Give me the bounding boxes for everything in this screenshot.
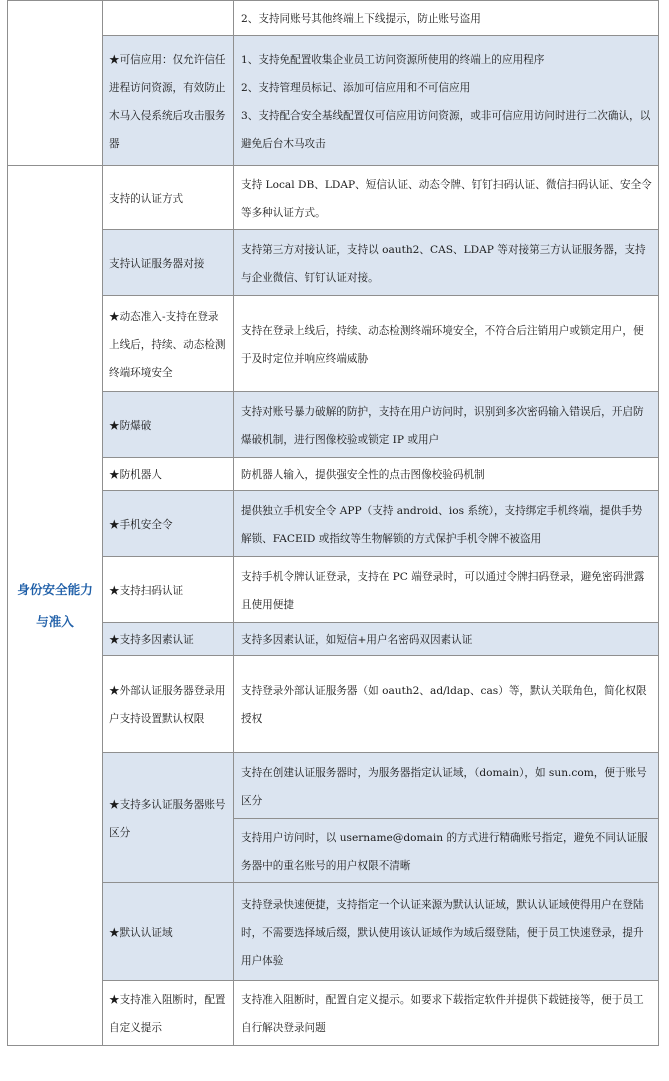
feature-cell: ★手机安全令 <box>103 491 234 557</box>
table-row <box>8 458 659 491</box>
description-cell: 2、支持同账号其他终端上下线提示，防止账号盗用 <box>234 1 659 36</box>
description-cell: 支持第三方对接认证，支持以 oauth2、CAS、LDAP 等对接第三方认证服务器，支持与企业微信、钉钉认证对接。 <box>234 230 659 296</box>
description-cell: 支持在创建认证服务器时，为服务器指定认证域，（domain），如 sun.com，便于账号区分 <box>234 753 659 819</box>
feature-cell: 支持认证服务器对接 <box>103 230 234 296</box>
description-line: 1、支持免配置收集企业员工访问资源所使用的终端上的应用程序 <box>241 53 545 66</box>
description-cell: 提供独立手机安全令 APP（支持 android、ios 系统），支持绑定手机终端，提供手势解锁、FACEID 或指纹等生物解锁的方式保护手机令牌不被盗用 <box>234 491 659 557</box>
table-row <box>8 296 659 392</box>
table-row-trusted-apps <box>8 36 659 166</box>
table-row-prev-1 <box>8 1 659 36</box>
feature-cell: ★可信应用：仅允许信任进程访问资源，有效防止木马入侵系统后攻击服务器 <box>103 36 234 166</box>
description-cell: 防机器人输入，提供强安全性的点击图像校验码机制 <box>234 458 659 491</box>
category-label: 身份安全能力与准入 <box>17 581 93 629</box>
feature-cell: ★外部认证服务器登录用户支持设置默认权限 <box>103 656 234 753</box>
description-cell: 支持对账号暴力破解的防护，支持在用户访问时，识别到多次密码输入错误后，开启防爆破机制，进行图像校验或锁定 IP 或用户 <box>234 392 659 458</box>
feature-cell: 支持的认证方式 <box>103 166 234 230</box>
category-cell-previous <box>8 1 103 166</box>
description-line: 2、支持管理员标记、添加可信应用和不可信应用 <box>241 81 471 94</box>
description-cell: 支持多因素认证，如短信+用户名密码双因素认证 <box>234 623 659 656</box>
table-row <box>8 491 659 557</box>
spec-table <box>7 0 659 1046</box>
feature-cell: ★支持多因素认证 <box>103 623 234 656</box>
table-row <box>8 557 659 623</box>
description-line: 3、支持配合安全基线配置仅可信应用访问资源，或非可信应用访问时进行二次确认，以避免后台木马攻击 <box>241 109 651 150</box>
feature-cell: ★支持多认证服务器账号区分 <box>103 753 234 883</box>
table-row <box>8 166 659 230</box>
table-row <box>8 392 659 458</box>
description-cell <box>234 36 659 166</box>
table-row <box>8 753 659 819</box>
feature-cell <box>103 1 234 36</box>
table-row <box>8 623 659 656</box>
feature-cell: ★防机器人 <box>103 458 234 491</box>
description-cell: 支持在登录上线后，持续、动态检测终端环境安全，不符合后注销用户或锁定用户，便于及时定位并响应终端威胁 <box>234 296 659 392</box>
description-cell: 支持用户访问时，以 username@domain 的方式进行精确账号指定，避免不同认证服务器中的重名账号的用户权限不清晰 <box>234 819 659 883</box>
feature-cell: ★支持准入阻断时，配置自定义提示 <box>103 981 234 1046</box>
description-cell: 支持登录快速便捷，支持指定一个认证来源为默认认证域，默认认证域使得用户在登陆时，不需要选择域后缀，默认使用该认证域作为域后缀登陆，便于员工快速登录，提升用户体验 <box>234 883 659 981</box>
feature-cell: ★动态准入-支持在登录上线后，持续、动态检测终端环境安全 <box>103 296 234 392</box>
table-row <box>8 981 659 1046</box>
feature-cell: ★默认认证域 <box>103 883 234 981</box>
description-cell: 支持准入阻断时，配置自定义提示。如要求下载指定软件并提供下载链接等，便于员工自行解决登录问题 <box>234 981 659 1046</box>
table-row <box>8 656 659 753</box>
description-cell: 支持手机令牌认证登录，支持在 PC 端登录时，可以通过令牌扫码登录，避免密码泄露且使用便捷 <box>234 557 659 623</box>
description-cell: 支持登录外部认证服务器（如 oauth2、ad/ldap、cas）等，默认关联角色，简化权限授权 <box>234 656 659 753</box>
category-cell <box>8 166 103 1046</box>
table-row <box>8 883 659 981</box>
table-row <box>8 230 659 296</box>
feature-cell: ★防爆破 <box>103 392 234 458</box>
description-cell: 支持 Local DB、LDAP、短信认证、动态令牌、钉钉扫码认证、微信扫码认证、安全令等多种认证方式。 <box>234 166 659 230</box>
feature-cell: ★支持扫码认证 <box>103 557 234 623</box>
